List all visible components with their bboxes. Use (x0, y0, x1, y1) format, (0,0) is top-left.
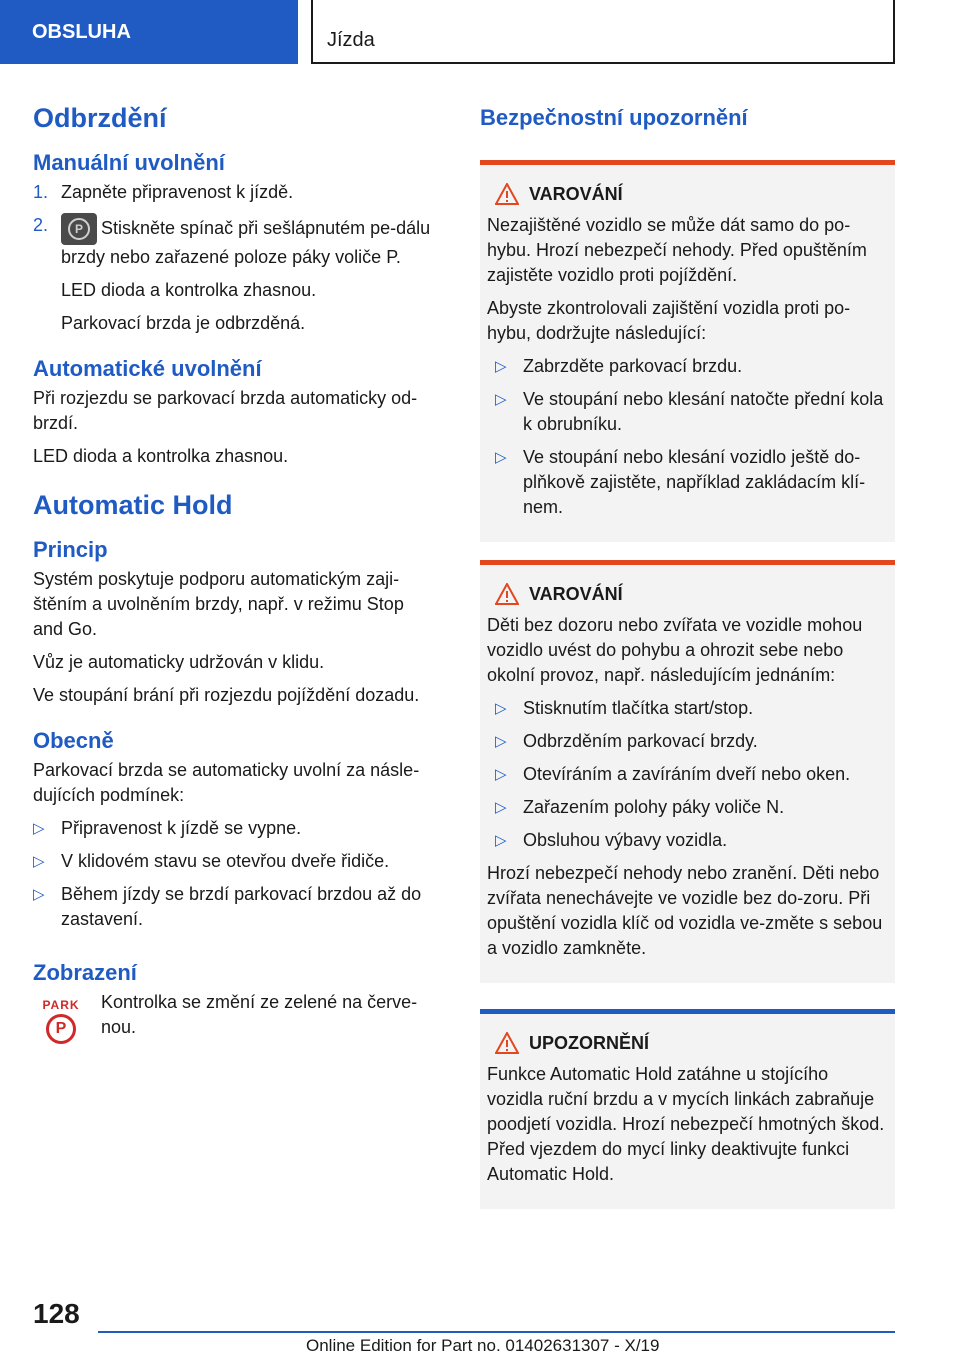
warning-text: Děti bez dozoru nebo zvířata ve vozidle mohou vozidlo uvést do pohybu a ohrozit sebe nebo okolní provoz, např. následujícím jednáním: (487, 615, 863, 685)
general-title: Obecně (33, 728, 114, 753)
right-column (480, 98, 895, 1209)
edition-text: Online Edition for Part no. 01402631307 - X/19 (306, 1336, 660, 1355)
list-item (495, 828, 887, 853)
list-item-text: Připravenost k jízdě se vypne. (61, 818, 302, 838)
warning-title: VAROVÁNÍ (529, 184, 623, 204)
footer-divider (98, 1331, 895, 1333)
step-text: Stiskněte spínač při sešlápnutém pe-dálu brzdy nebo zařazené poloze páky voliče P. (61, 217, 431, 267)
triangle-bullet-icon: ▷ (495, 832, 507, 849)
display-row (33, 990, 438, 1044)
triangle-bullet-icon: ▷ (495, 358, 507, 375)
warning-list (487, 696, 887, 853)
display-text: Kontrolka se změní ze zelené na červe-nou. (101, 992, 418, 1037)
step-item (33, 213, 438, 270)
step-number: 2. (33, 215, 49, 235)
triangle-bullet-icon: ▷ (495, 766, 507, 783)
general-text: Parkovací brzda se automaticky uvolní za násle-dujících podmínek: (33, 760, 420, 805)
principle-text: Vůz je automaticky udržován v klidu. (33, 652, 325, 672)
list-item-text: V klidovém stavu se otevřou dveře řidiče. (61, 851, 390, 871)
triangle-bullet-icon: ▷ (495, 733, 507, 750)
list-item (495, 729, 887, 754)
triangle-bullet-icon: ▷ (33, 853, 45, 870)
triangle-bullet-icon: ▷ (495, 449, 507, 466)
notice-text: Funkce Automatic Hold zatáhne u stojícího vozidla ruční brzdu a v mycích linkách zabraňuje poodjetí vozidla. Hrozí nebezpečí hmotných škod. Před vjezdem do mycí linky deaktivujte funkci Automatic Hold. (487, 1064, 885, 1184)
release-title: Odbrzdění (33, 103, 167, 133)
list-item-text: Zabrzděte parkovací brzdu. (523, 356, 743, 376)
manual-steps (33, 180, 438, 270)
list-item (495, 445, 887, 520)
warning-triangle-icon (495, 1032, 519, 1054)
general-list (33, 816, 438, 932)
auto-release-text: Při rozjezdu se parkovací brzda automaticky od-brzdí. (33, 388, 418, 433)
notice-title: UPOZORNĚNÍ (529, 1033, 650, 1053)
triangle-bullet-icon: ▷ (33, 886, 45, 903)
list-item (33, 849, 438, 874)
safety-title: Bezpečnostní upozornění (480, 105, 748, 130)
step-text: Zapněte připravenost k jízdě. (61, 182, 294, 202)
warning-list (487, 354, 887, 520)
triangle-bullet-icon: ▷ (495, 391, 507, 408)
step-note: Parkovací brzda je odbrzděná. (61, 313, 306, 333)
list-item-text: Otevíráním a zavíráním dveří nebo oken. (523, 764, 851, 784)
list-item-text: Ve stoupání nebo klesání natočte přední kola k obrubníku. (523, 389, 884, 434)
warning-box (480, 160, 895, 542)
list-item-text: Stisknutím tlačítka start/stop. (523, 698, 754, 718)
warning-title-row (487, 579, 887, 609)
list-item (33, 816, 438, 841)
step-note: LED dioda a kontrolka zhasnou. (61, 280, 317, 300)
list-item-text: Ve stoupání nebo klesání vozidlo ještě do-plňkově zajistěte, například zakládacím klí-nem. (523, 447, 866, 517)
triangle-bullet-icon: ▷ (33, 820, 45, 837)
step-item (33, 180, 438, 205)
triangle-bullet-icon: ▷ (495, 799, 507, 816)
section-tab: OBSLUHA (0, 0, 298, 64)
parking-brake-button-icon: P (61, 213, 97, 245)
list-item (495, 795, 887, 820)
auto-release-text: LED dioda a kontrolka zhasnou. (33, 446, 289, 466)
left-column (33, 98, 438, 1044)
warning-box (480, 560, 895, 983)
list-item-text: Obsluhou výbavy vozidla. (523, 830, 728, 850)
list-item (495, 696, 887, 721)
warning-title: VAROVÁNÍ (529, 584, 623, 604)
list-item (33, 882, 438, 932)
principle-title: Princip (33, 537, 108, 562)
chapter-title: Jízda (311, 0, 895, 64)
warning-triangle-icon (495, 183, 519, 205)
list-item-text: Během jízdy se brzdí parkovací brzdou až do zastavení. (61, 884, 422, 929)
principle-text: Systém poskytuje podporu automatickým zaji-štěním a uvolněním brzdy, např. v režimu Stop and Go. (33, 569, 404, 639)
park-icon-letter: P (46, 1014, 76, 1044)
warning-text: Nezajištěné vozidlo se může dát samo do po-hybu. Hrozí nebezpečí nehody. Před opuštěním zajistěte vozidlo proti pojíždění. (487, 215, 867, 285)
automatic-hold-title: Automatic Hold (33, 490, 233, 520)
manual-release-title: Manuální uvolnění (33, 150, 225, 175)
page-number: 128 (33, 1298, 80, 1329)
warning-text: Abyste zkontrolovali zajištění vozidla proti po-hybu, dodržujte následující: (487, 298, 851, 343)
warning-triangle-icon (495, 583, 519, 605)
notice-title-row (487, 1028, 887, 1058)
display-title: Zobrazení (33, 960, 137, 985)
triangle-bullet-icon: ▷ (495, 700, 507, 717)
list-item-text: Zařazením polohy páky voliče N. (523, 797, 785, 817)
warning-title-row (487, 179, 887, 209)
auto-release-title: Automatické uvolnění (33, 356, 262, 381)
list-item (495, 387, 887, 437)
list-item (495, 354, 887, 379)
list-item (495, 762, 887, 787)
principle-text: Ve stoupání brání při rozjezdu pojíždění dozadu. (33, 685, 420, 705)
warning-text: Hrozí nebezpečí nehody nebo zranění. Děti nebo zvířata nenechávejte ve vozidle bez do-zoru. Při opuštění vozidla klíč od vozidla ve-změte s sebou a vozidlo zamkněte. (487, 863, 883, 958)
list-item-text: Odbrzděním parkovací brzdy. (523, 731, 758, 751)
notice-box (480, 1009, 895, 1209)
park-indicator-icon (33, 990, 89, 1044)
step-number: 1. (33, 182, 49, 202)
park-icon-label: PARK (42, 998, 80, 1012)
